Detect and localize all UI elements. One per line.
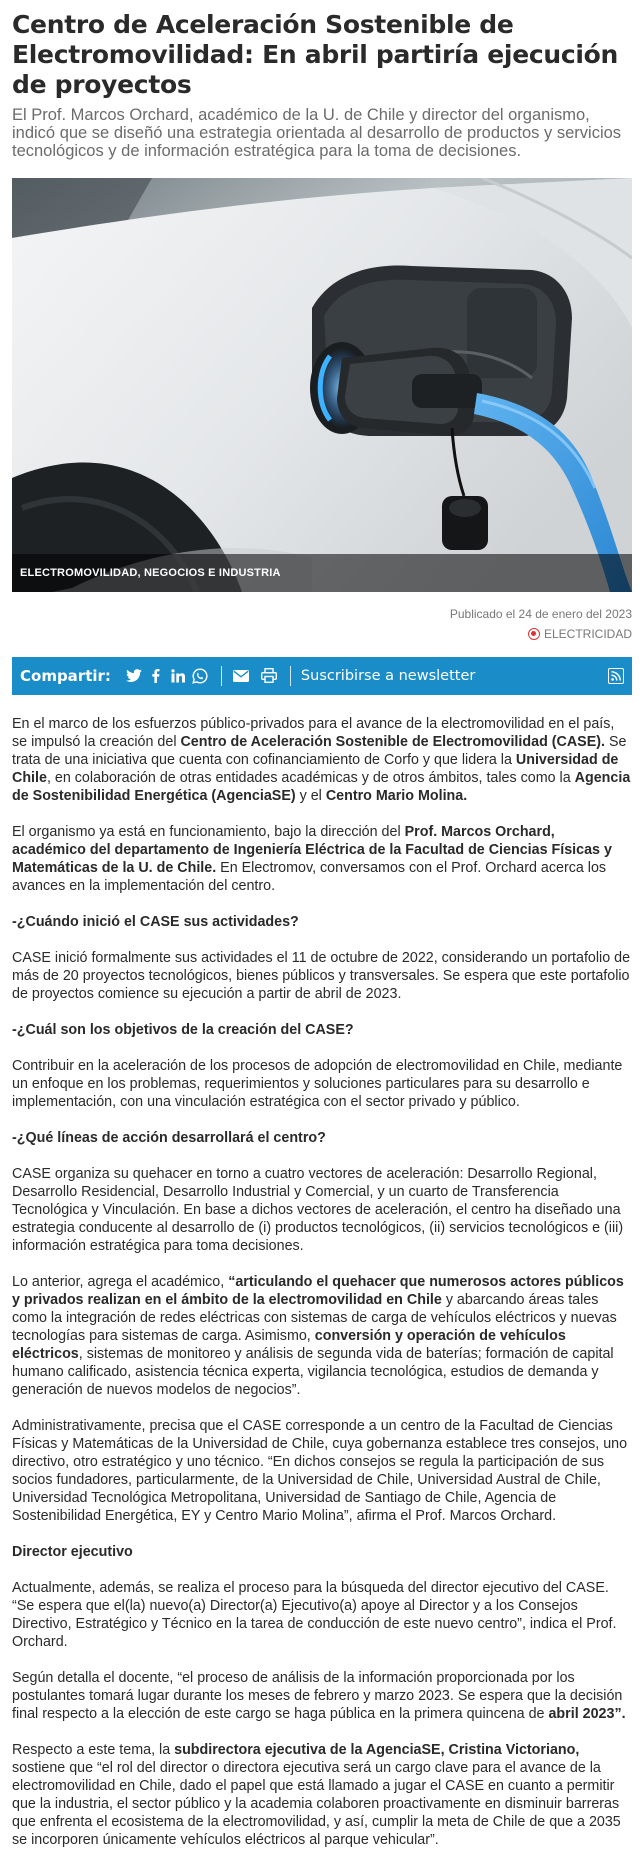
rss-icon[interactable] xyxy=(608,668,624,684)
text-run: En Electromov, conversamos con el Prof. Orchard acerca los avances en la implementación del centro. xyxy=(12,859,607,894)
share-divider xyxy=(221,666,222,686)
email-icon[interactable] xyxy=(232,667,250,685)
paragraph xyxy=(12,715,632,805)
paragraph xyxy=(12,823,632,895)
text-run: , sistemas de monitoreo y análisis de segunda vida de baterías; formación de capital humano calificado, asistencia técnica experta, vigilancia tecnológica, estudios de demanda y generación de nuevos modelos de negocios”. xyxy=(12,1345,614,1398)
text-run: y el xyxy=(295,787,326,804)
text-run: sostiene que “el rol del director o directora ejecutiva será un cargo clave para el avance de la electromovilidad en Chile, dado el papel que está llamado a jugar el CASE en cuanto a permitir que la industria, el sector público y la academia colaboren proactivamente en disminuir barreras que enfrenta el ecosistema de la electromovilidad, y así, cumplir la meta de Chile de que a 2035 se incorporen únicamente vehículos eléctricos al parque vehicular”. xyxy=(12,1759,621,1848)
article-subtitle: El Prof. Marcos Orchard, académico de la U. de Chile y director del organismo, indicó que se diseñó una estrategia orientada al desarrollo de productos y servicios tecnológicos y de información estratégica para la toma de decisiones. xyxy=(12,106,622,160)
bold-text: Agencia de Sostenibilidad Energética (AgenciaSE) xyxy=(12,769,631,804)
bold-text: subdirectora ejecutiva de la AgenciaSE, Cristina Victoriano, xyxy=(174,1741,580,1758)
text-run: Lo anterior, agrega el académico, xyxy=(12,1273,229,1290)
whatsapp-icon[interactable] xyxy=(191,667,209,685)
hero-image xyxy=(12,178,632,592)
text-run: , en colaboración de otras entidades académicas y de otros ámbitos, tales como la xyxy=(46,769,575,786)
interview-question: -¿Cuándo inició el CASE sus actividades? xyxy=(12,913,299,930)
paragraph: Actualmente, además, se realiza el proceso para la búsqueda del director ejecutivo del CASE. “Se espera que el(la) nuevo(a) Director(a) Ejecutivo(a) apoye al Director y a los Consejos Directivo, Estratégico y Técnico en la tarea de conducción de este nuevo centro”, indica el Prof. Orchard. xyxy=(12,1579,617,1650)
bold-text: Centro Mario Molina. xyxy=(325,787,468,804)
facebook-icon[interactable] xyxy=(147,667,165,685)
text-run: Según detalla el docente, “el proceso de análisis de la información proporcionada por los postulantes tomará lugar durante los meses de febrero y marzo 2023. Se espera que la decisión final respecto a la elección de este cargo se haga pública en la primera quincena de xyxy=(12,1669,623,1722)
publish-date: Publicado el 24 de enero del 2023 xyxy=(449,607,632,621)
print-icon[interactable] xyxy=(260,667,278,685)
share-bar xyxy=(12,657,632,695)
category-separator: , xyxy=(137,567,144,579)
paragraph: Administrativamente, precisa que el CASE corresponde a un centro de la Facultad de Ciencias Físicas y Matemáticas de la Universidad de Chile, cuya gobernanza establece tres consejos, uno directivo, otro estratégico y uno técnico. “En dichos consejos se regula la participación de sus socios fundadores, particularmente, de la Universidad de Chile, Universidad Austral de Chile, Universidad Tecnológica Metropolitana, Universidad de Santiago de Chile, Agencia de Sostenibilidad Energética, EY y Centro Mario Molina”, afirma el Prof. Marcos Orchard. xyxy=(12,1417,628,1524)
text-run: El organismo ya está en funcionamiento, bajo la dirección del xyxy=(12,823,405,840)
text-run: En el marco de los esfuerzos público-privados para el avance de la electromovilidad en el país, se impulsó la creación del xyxy=(12,715,615,750)
newsletter-link[interactable]: Suscribirse a newsletter xyxy=(300,667,476,684)
text-run: Se trata de una iniciativa que cuenta con cofinanciamiento de Corfo y que lidera la xyxy=(12,733,627,768)
share-label: Compartir: xyxy=(20,666,111,685)
category-link[interactable]: ELECTROMOVILIDAD xyxy=(20,567,138,579)
interview-answer: CASE inició formalmente sus actividades el 11 de octubre de 2022, considerando un portafolio de más de 20 proyectos tecnológicos, bienes públicos y transversales. Se espera que este portafolio de proyectos comience su ejecución a partir de abril de 2023. xyxy=(12,949,631,1002)
section-heading: Director ejecutivo xyxy=(12,1543,133,1560)
bold-text: Prof. Marcos Orchard, académico del departamento de Ingeniería Eléctrica de la Facultad de Ciencias Físicas y Matemáticas de la U. de Chile. xyxy=(12,823,612,876)
interview-question: -¿Qué líneas de acción desarrollará el centro? xyxy=(12,1129,326,1146)
category-link[interactable]: NEGOCIOS E INDUSTRIA xyxy=(144,567,281,579)
bold-text: abril 2023”. xyxy=(548,1705,626,1722)
bold-text: “articulando el quehacer que numerosos actores públicos y privados realizan en el ámbito de la electromovilidad en Chile xyxy=(12,1273,624,1308)
interview-answer: CASE organiza su quehacer en torno a cuatro vectores de aceleración: Desarrollo Regional, Desarrollo Residencial, Desarrollo Industrial y Comercial, y un cuarto de Transferencia Tecnológica y Vinculación. En base a dichos vectores de aceleración, el centro ha diseñado una estrategia conducente al desarrollo de (i) productos tecnológicos, (ii) servicios tecnológicos e (iii) información estratégica para toma decisiones. xyxy=(12,1165,624,1254)
image-categories xyxy=(12,554,632,592)
text-run: y abarcando áreas tales como la integración de redes eléctricas con sistemas de carga de vehículos eléctricos y nuevas tecnologías para sistemas de carga. Asimismo, xyxy=(12,1291,617,1344)
bold-text: conversión y operación de vehículos eléctricos xyxy=(12,1327,566,1362)
text-run: Respecto a este tema, la xyxy=(12,1741,175,1758)
article-title: Centro de Aceleración Sostenible de Electromovilidad: En abril partiría ejecución de proyectos xyxy=(12,10,619,99)
bold-text: Universidad de Chile xyxy=(12,751,619,786)
article-body xyxy=(12,715,632,1849)
paragraph xyxy=(12,1273,632,1399)
tag-label: ELECTRICIDAD xyxy=(543,626,632,641)
share-divider xyxy=(290,666,291,686)
twitter-icon[interactable] xyxy=(125,667,143,685)
paragraph xyxy=(12,1669,632,1723)
article-meta xyxy=(12,605,632,643)
bold-text: Centro de Aceleración Sostenible de Electromovilidad (CASE). xyxy=(180,733,605,750)
tag-link[interactable] xyxy=(528,625,632,643)
ev-charging-photo xyxy=(12,178,632,592)
tag-icon xyxy=(528,628,540,640)
paragraph xyxy=(12,1741,632,1849)
interview-answer: Contribuir en la aceleración de los procesos de adopción de electromovilidad en Chile, mediante un enfoque en los problemas, requerimientos y soluciones particulares para su desarrollo e implementación, con una vinculación estratégica con el sector privado y público. xyxy=(12,1057,623,1110)
interview-question: -¿Cuál son los objetivos de la creación del CASE? xyxy=(12,1021,354,1038)
linkedin-icon[interactable] xyxy=(169,667,187,685)
